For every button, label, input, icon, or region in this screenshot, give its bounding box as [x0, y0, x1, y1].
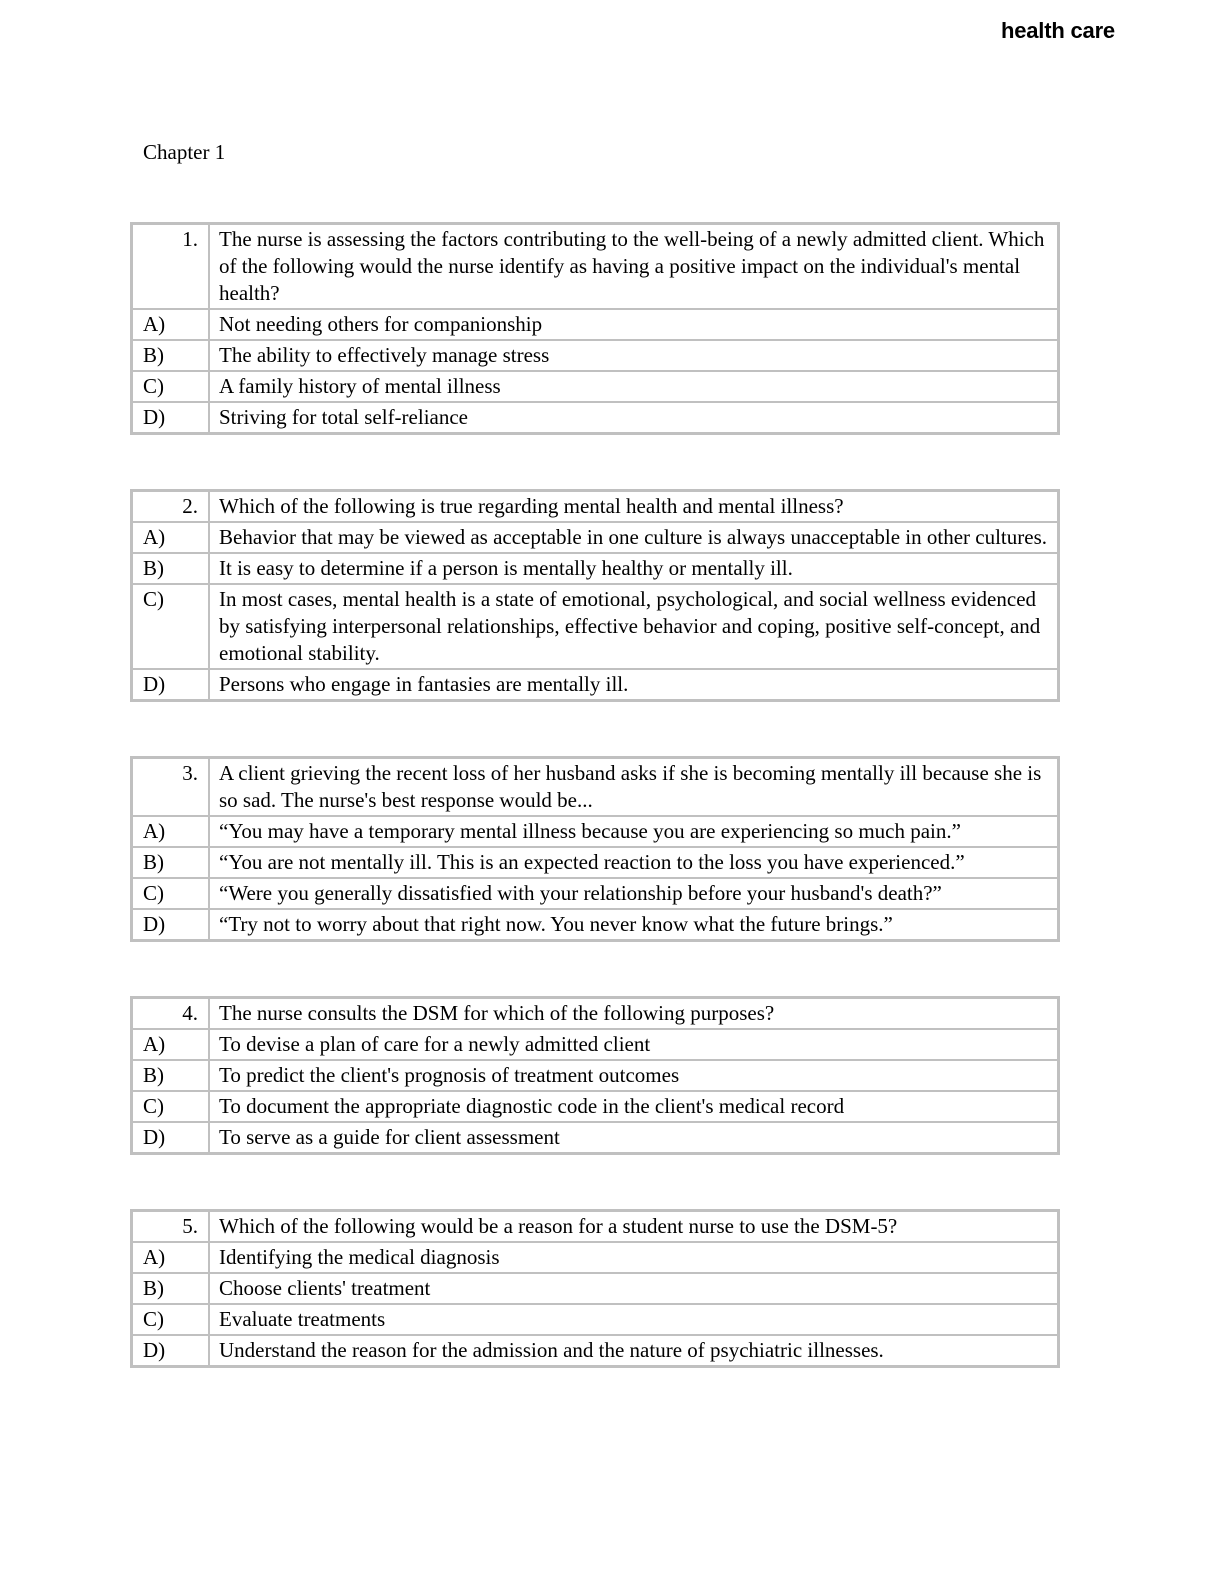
option-letter: A)	[132, 1029, 210, 1060]
option-text: To predict the client's prognosis of treatment outcomes	[209, 1060, 1059, 1091]
question-stem-row	[132, 758, 1059, 817]
question-stem: Which of the following is true regarding mental health and mental illness?	[209, 491, 1059, 523]
header-label: health care	[1001, 18, 1115, 43]
answer-option-d	[132, 1335, 1059, 1367]
option-text: Striving for total self-reliance	[209, 402, 1059, 434]
chapter-title: Chapter 1	[143, 140, 226, 164]
option-text: To devise a plan of care for a newly admitted client	[209, 1029, 1059, 1060]
option-text: Behavior that may be viewed as acceptable in one culture is always unacceptable in other cultures.	[209, 522, 1059, 553]
option-letter: C)	[132, 1304, 210, 1335]
question-stem-row	[132, 998, 1059, 1030]
option-letter: C)	[132, 371, 210, 402]
question-number: 1.	[132, 224, 210, 310]
answer-option-b	[132, 1060, 1059, 1091]
option-text: “You may have a temporary mental illness because you are experiencing so much pain.”	[209, 816, 1059, 847]
option-text: To serve as a guide for client assessment	[209, 1122, 1059, 1154]
question-stem: A client grieving the recent loss of her husband asks if she is becoming mentally ill because she is so sad. The nurse's best response would be...	[209, 758, 1059, 817]
question-number: 4.	[132, 998, 210, 1030]
question-stem: The nurse is assessing the factors contributing to the well-being of a newly admitted client. Which of the following would the nurse identify as having a positive impact on the individual's mental health?	[209, 224, 1059, 310]
option-letter: A)	[132, 522, 210, 553]
answer-option-c	[132, 1091, 1059, 1122]
option-text: It is easy to determine if a person is mentally healthy or mentally ill.	[209, 553, 1059, 584]
option-text: Choose clients' treatment	[209, 1273, 1059, 1304]
option-letter: D)	[132, 669, 210, 701]
answer-option-b	[132, 553, 1059, 584]
option-letter: C)	[132, 1091, 210, 1122]
answer-option-d	[132, 909, 1059, 941]
question-stem-row	[132, 491, 1059, 523]
answer-option-d	[132, 669, 1059, 701]
option-text: The ability to effectively manage stress	[209, 340, 1059, 371]
answer-option-b	[132, 340, 1059, 371]
answer-option-a	[132, 816, 1059, 847]
answer-option-c	[132, 584, 1059, 669]
question-number: 5.	[132, 1211, 210, 1243]
option-letter: B)	[132, 553, 210, 584]
option-text: “You are not mentally ill. This is an expected reaction to the loss you have experienced.”	[209, 847, 1059, 878]
answer-option-a	[132, 1029, 1059, 1060]
answer-option-b	[132, 1273, 1059, 1304]
option-letter: D)	[132, 1122, 210, 1154]
answer-option-a	[132, 1242, 1059, 1273]
question-3	[130, 756, 1060, 942]
option-text: Persons who engage in fantasies are mentally ill.	[209, 669, 1059, 701]
answer-option-c	[132, 878, 1059, 909]
question-4	[130, 996, 1060, 1155]
question-number: 3.	[132, 758, 210, 817]
option-letter: B)	[132, 1273, 210, 1304]
question-2	[130, 489, 1060, 702]
option-letter: D)	[132, 1335, 210, 1367]
option-text: In most cases, mental health is a state of emotional, psychological, and social wellness evidenced by satisfying interpersonal relationships, effective behavior and coping, positive self-concept, and emotional stability.	[209, 584, 1059, 669]
question-stem: Which of the following would be a reason for a student nurse to use the DSM-5?	[209, 1211, 1059, 1243]
answer-option-b	[132, 847, 1059, 878]
option-letter: A)	[132, 816, 210, 847]
answer-option-c	[132, 371, 1059, 402]
option-letter: B)	[132, 1060, 210, 1091]
option-text: A family history of mental illness	[209, 371, 1059, 402]
option-text: Evaluate treatments	[209, 1304, 1059, 1335]
question-stem-row	[132, 224, 1059, 310]
question-stem-row	[132, 1211, 1059, 1243]
answer-option-c	[132, 1304, 1059, 1335]
option-letter: B)	[132, 340, 210, 371]
question-1	[130, 222, 1060, 435]
option-text: Understand the reason for the admission and the nature of psychiatric illnesses.	[209, 1335, 1059, 1367]
option-letter: D)	[132, 909, 210, 941]
answer-option-a	[132, 522, 1059, 553]
option-letter: C)	[132, 584, 210, 669]
option-letter: D)	[132, 402, 210, 434]
question-number: 2.	[132, 491, 210, 523]
option-text: To document the appropriate diagnostic code in the client's medical record	[209, 1091, 1059, 1122]
answer-option-d	[132, 402, 1059, 434]
option-letter: C)	[132, 878, 210, 909]
option-text: Identifying the medical diagnosis	[209, 1242, 1059, 1273]
option-letter: A)	[132, 1242, 210, 1273]
option-text: “Try not to worry about that right now. You never know what the future brings.”	[209, 909, 1059, 941]
answer-option-d	[132, 1122, 1059, 1154]
option-letter: B)	[132, 847, 210, 878]
question-list	[130, 222, 1060, 1422]
option-letter: A)	[132, 309, 210, 340]
question-stem: The nurse consults the DSM for which of the following purposes?	[209, 998, 1059, 1030]
question-5	[130, 1209, 1060, 1368]
answer-option-a	[132, 309, 1059, 340]
option-text: “Were you generally dissatisfied with your relationship before your husband's death?”	[209, 878, 1059, 909]
option-text: Not needing others for companionship	[209, 309, 1059, 340]
